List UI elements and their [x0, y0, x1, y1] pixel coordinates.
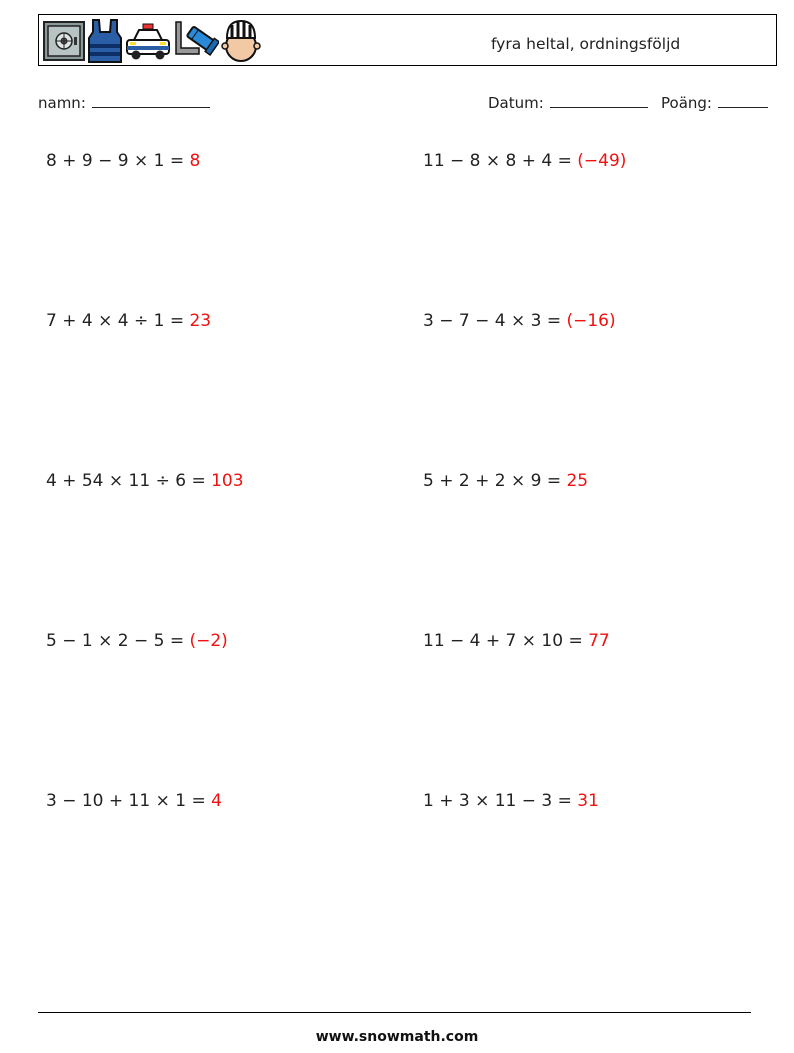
problem-9 — [46, 791, 222, 811]
name-line[interactable] — [92, 93, 210, 108]
problem-answer: 31 — [577, 791, 599, 811]
footer-url[interactable]: www.snowmath.com — [315, 1029, 479, 1045]
problem-expression: 3 − 10 + 11 × 1 = — [46, 791, 206, 811]
date-label: Datum: — [488, 94, 544, 112]
worksheet-header — [38, 14, 777, 66]
footer-divider — [38, 1012, 751, 1013]
problem-answer: 77 — [588, 631, 610, 651]
problem-answer: 103 — [211, 471, 244, 491]
problem-6 — [423, 471, 588, 491]
problem-expression: 1 + 3 × 11 − 3 = — [423, 791, 572, 811]
problem-answer: 8 — [189, 151, 201, 171]
date-line[interactable] — [550, 93, 648, 108]
score-field — [661, 93, 768, 112]
flashlight-icon — [173, 18, 219, 64]
problem-expression: 5 + 2 + 2 × 9 = — [423, 471, 562, 491]
problem-5 — [46, 471, 244, 491]
problem-expression: 8 + 9 − 9 × 1 = — [46, 151, 185, 171]
problem-answer: 25 — [566, 471, 589, 491]
problem-expression: 11 − 4 + 7 × 10 = — [423, 631, 583, 651]
problem-4 — [423, 311, 616, 331]
header-icons — [43, 18, 261, 64]
problem-expression: 7 + 4 × 4 ÷ 1 = — [46, 311, 185, 331]
problem-3 — [46, 311, 211, 331]
problem-8 — [423, 631, 610, 651]
name-label: namn: — [38, 94, 86, 112]
worksheet-title: fyra heltal, ordningsföljd — [491, 35, 681, 53]
vest-icon — [87, 18, 123, 64]
date-field — [488, 93, 648, 112]
prisoner-icon — [221, 18, 261, 64]
name-field — [38, 93, 210, 112]
problem-expression: 3 − 7 − 4 × 3 = — [423, 311, 562, 331]
problem-1 — [46, 151, 200, 171]
problem-answer: 4 — [211, 791, 222, 811]
problem-answer: (−2) — [189, 631, 228, 651]
problem-2 — [423, 151, 626, 171]
safe-icon — [43, 18, 85, 64]
score-label: Poäng: — [661, 94, 712, 112]
problem-answer: (−49) — [577, 151, 627, 171]
problem-expression: 4 + 54 × 11 ÷ 6 = — [46, 471, 206, 491]
problem-expression: 5 − 1 × 2 − 5 = — [46, 631, 185, 651]
problem-expression: 11 − 8 × 8 + 4 = — [423, 151, 572, 171]
problem-answer: (−16) — [566, 311, 616, 331]
problem-10 — [423, 791, 599, 811]
problem-answer: 23 — [189, 311, 212, 331]
problem-7 — [46, 631, 228, 651]
score-line[interactable] — [718, 93, 768, 108]
police-car-icon — [125, 18, 171, 64]
